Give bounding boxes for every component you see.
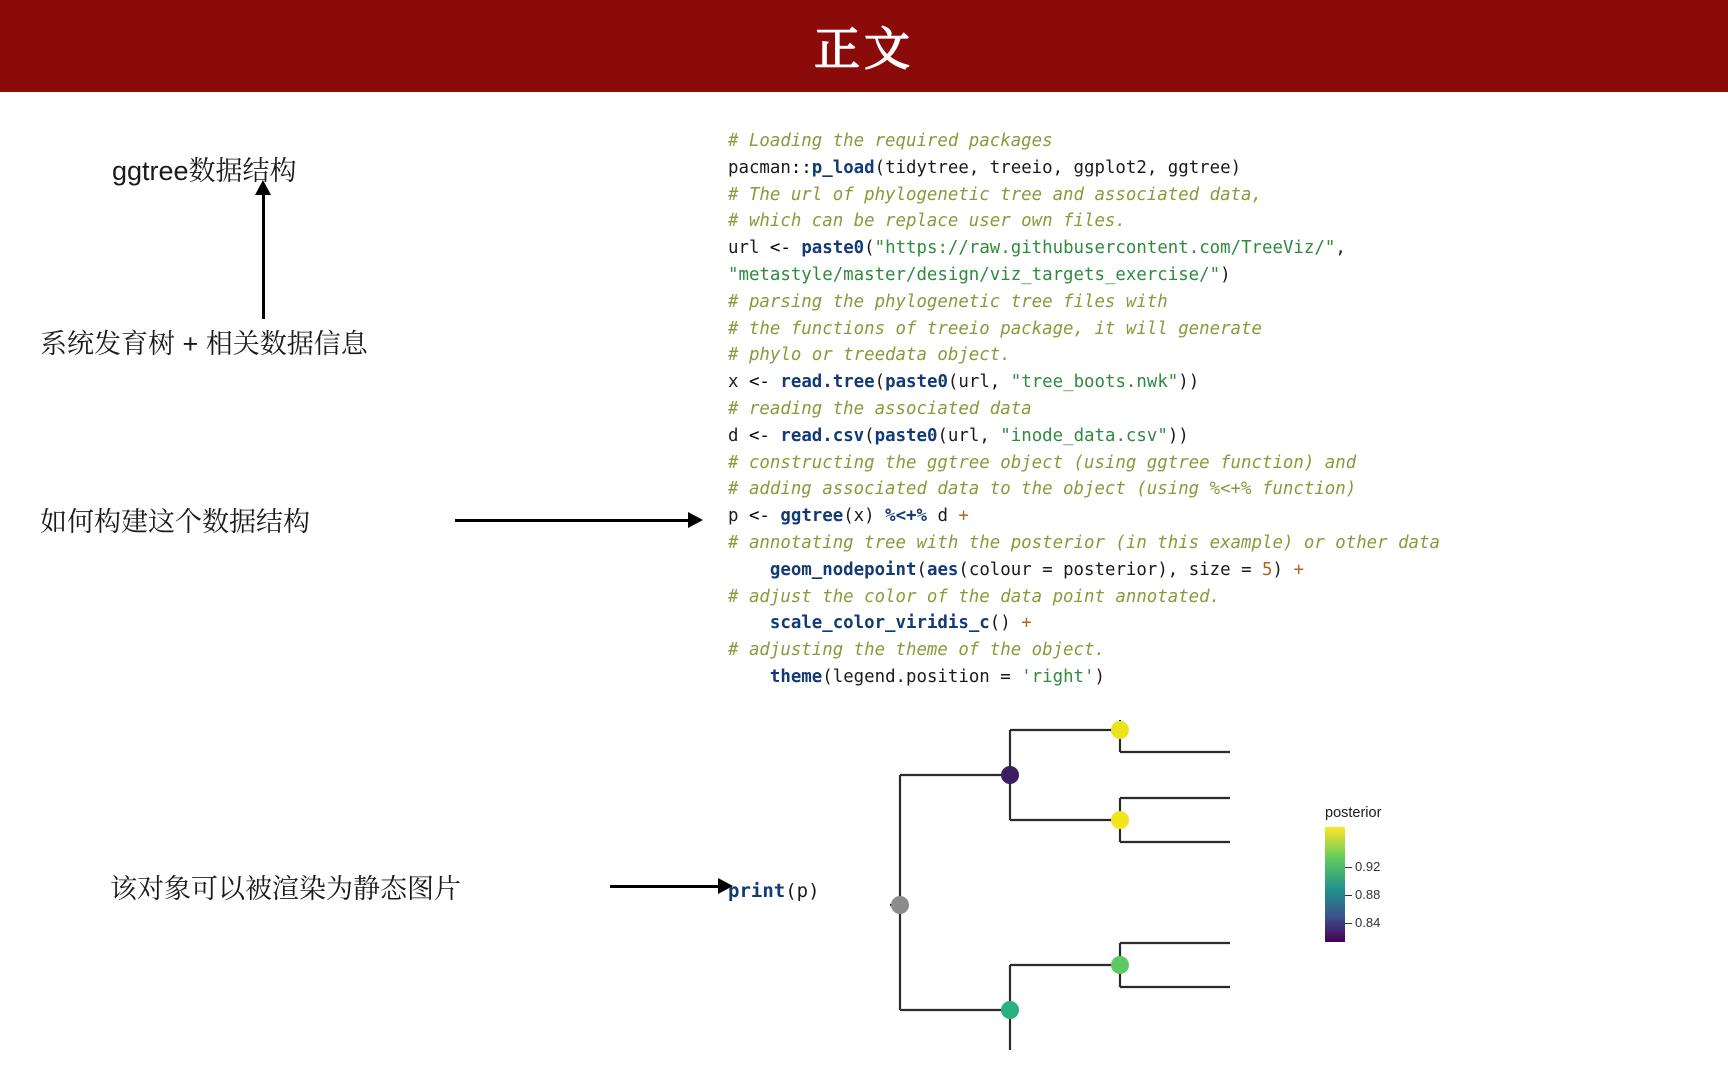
code-token: pacman [728, 157, 791, 178]
code-token: <- [748, 372, 781, 393]
code-line [728, 557, 1668, 584]
code-token: # Loading the required packages [728, 131, 1053, 151]
code-token: # annotating tree with the posterior (in this example) or other data [728, 532, 1440, 553]
legend-label-3: 0.84 [1355, 915, 1381, 930]
legend-colorbar [1325, 827, 1345, 942]
figure-legend [1325, 805, 1465, 955]
code-token: + [1293, 559, 1304, 580]
code-token: p [728, 506, 749, 527]
code-token: paste0 [801, 238, 865, 259]
code-token: scale_color_viridis_c [728, 613, 990, 634]
code-token: # which can be replace user own files. [728, 211, 1126, 232]
code-token: ) [1094, 666, 1105, 687]
code-token: # adjusting the theme of the object. [728, 640, 1105, 661]
code-token: paste0 [874, 425, 938, 446]
code-token: <- [748, 425, 781, 446]
code-line [728, 316, 1668, 343]
code-token: # adding associated data to the object (using %<+% function) [728, 479, 1357, 500]
code-token: <- [769, 238, 802, 259]
legend-tick-2 [1345, 895, 1352, 896]
code-token: # constructing the ggtree object (using ggtree function) and [728, 452, 1357, 473]
code-token: (tidytree, treeio, ggplot2, ggtree) [874, 157, 1242, 178]
code-token: (legend.position = [822, 666, 1022, 687]
code-token: # parsing the phylogenetic tree files with [728, 291, 1168, 312]
code-token: # reading the associated data [728, 398, 1032, 419]
code-line [728, 450, 1668, 477]
annotations-column [0, 92, 720, 1080]
code-line [728, 610, 1668, 637]
code-token: geom_nodepoint [728, 559, 917, 580]
code-token: read.csv [780, 425, 865, 446]
code-line [728, 369, 1668, 396]
page-title: 正文 [814, 24, 914, 75]
code-token: paste0 [885, 372, 948, 393]
code-token: ggtree [780, 506, 844, 527]
code-line [728, 182, 1668, 209]
note-how-to-build: 如何构建这个数据结构 [40, 507, 310, 537]
code-token: 'right' [1021, 666, 1095, 687]
code-token: d [926, 506, 959, 527]
code-token: <- [748, 506, 781, 527]
legend-tick-1 [1345, 867, 1352, 868]
code-token: ( [864, 425, 875, 446]
code-token: aes [926, 559, 959, 580]
slide-header [0, 0, 1728, 92]
legend-label-2: 0.88 [1355, 887, 1381, 902]
code-token: ( [916, 559, 927, 580]
code-token: )) [1178, 372, 1200, 393]
code-token: () [989, 613, 1022, 634]
code-line [728, 208, 1668, 235]
code-token: (url, [947, 372, 1011, 393]
code-token: x [728, 372, 749, 393]
code-token: read.tree [780, 372, 875, 393]
tree-node-lower [1001, 1001, 1019, 1019]
code-line [728, 155, 1668, 182]
legend-body [1325, 827, 1465, 945]
tree-node-upper [1001, 766, 1019, 784]
code-token: # the functions of treeio package, it will generate [728, 318, 1262, 339]
code-token: "https://raw.githubusercontent.com/TreeViz/" [874, 238, 1336, 259]
code-token: "tree_boots.nwk" [1010, 372, 1179, 393]
code-line [728, 128, 1668, 155]
code-token: (url, [937, 425, 1001, 446]
code-line [728, 396, 1668, 423]
code-line [728, 584, 1668, 611]
code-token: "metastyle/master/design/viz_targets_exercise/" [728, 264, 1221, 285]
code-line [728, 476, 1668, 503]
code-line [728, 664, 1668, 691]
code-line [728, 235, 1668, 262]
code-token: %<+% [885, 506, 927, 527]
code-token: # The url of phylogenetic tree and associated data, [728, 184, 1262, 205]
code-token: ( [874, 372, 886, 393]
code-token: , [1335, 238, 1346, 259]
code-token: theme [728, 666, 823, 687]
code-token: # adjust the color of the data point annotated. [728, 586, 1221, 607]
code-token: ( [864, 238, 875, 259]
tree-node-u1 [1111, 721, 1129, 739]
print-fn-arg: (p) [785, 880, 820, 902]
code-token: :: [790, 157, 812, 178]
code-token: (colour = posterior), size = [958, 559, 1263, 580]
tree-node-root [891, 896, 909, 914]
print-statement [728, 880, 820, 902]
code-token: d [728, 425, 749, 446]
code-listing [728, 128, 1668, 691]
code-line [728, 262, 1668, 289]
code-line [728, 637, 1668, 664]
legend-label-1: 0.92 [1355, 859, 1381, 874]
code-token: p_load [811, 157, 875, 178]
code-line [728, 289, 1668, 316]
tree-node-u2 [1111, 811, 1129, 829]
code-line [728, 423, 1668, 450]
code-token: "inode_data.csv" [1000, 425, 1168, 446]
note-render-static: 该对象可以被渲染为静态图片 [110, 874, 461, 904]
code-line [728, 342, 1668, 369]
code-token: ) [1272, 559, 1294, 580]
code-token: url [728, 238, 770, 259]
code-token: # phylo or treedata object. [728, 345, 1011, 366]
tree-node-l1 [1111, 956, 1129, 974]
code-token: ) [1220, 264, 1231, 285]
code-line [728, 503, 1668, 530]
code-token: 5 [1262, 559, 1273, 580]
legend-title: posterior [1325, 805, 1382, 821]
arrow-right-build-icon [455, 519, 690, 522]
legend-tick-3 [1345, 923, 1352, 924]
code-token: )) [1167, 425, 1189, 446]
arrow-up-icon [262, 194, 265, 319]
note-data-structure: ggtree数据结构 [112, 156, 297, 186]
code-token: + [1021, 613, 1032, 634]
code-line [728, 530, 1668, 557]
note-phylo-plus-data: 系统发育树 + 相关数据信息 [40, 329, 368, 359]
print-fn-name: print [728, 880, 786, 902]
arrow-right-render-icon [610, 885, 720, 888]
code-token: + [958, 506, 969, 527]
code-token: (x) [843, 506, 886, 527]
